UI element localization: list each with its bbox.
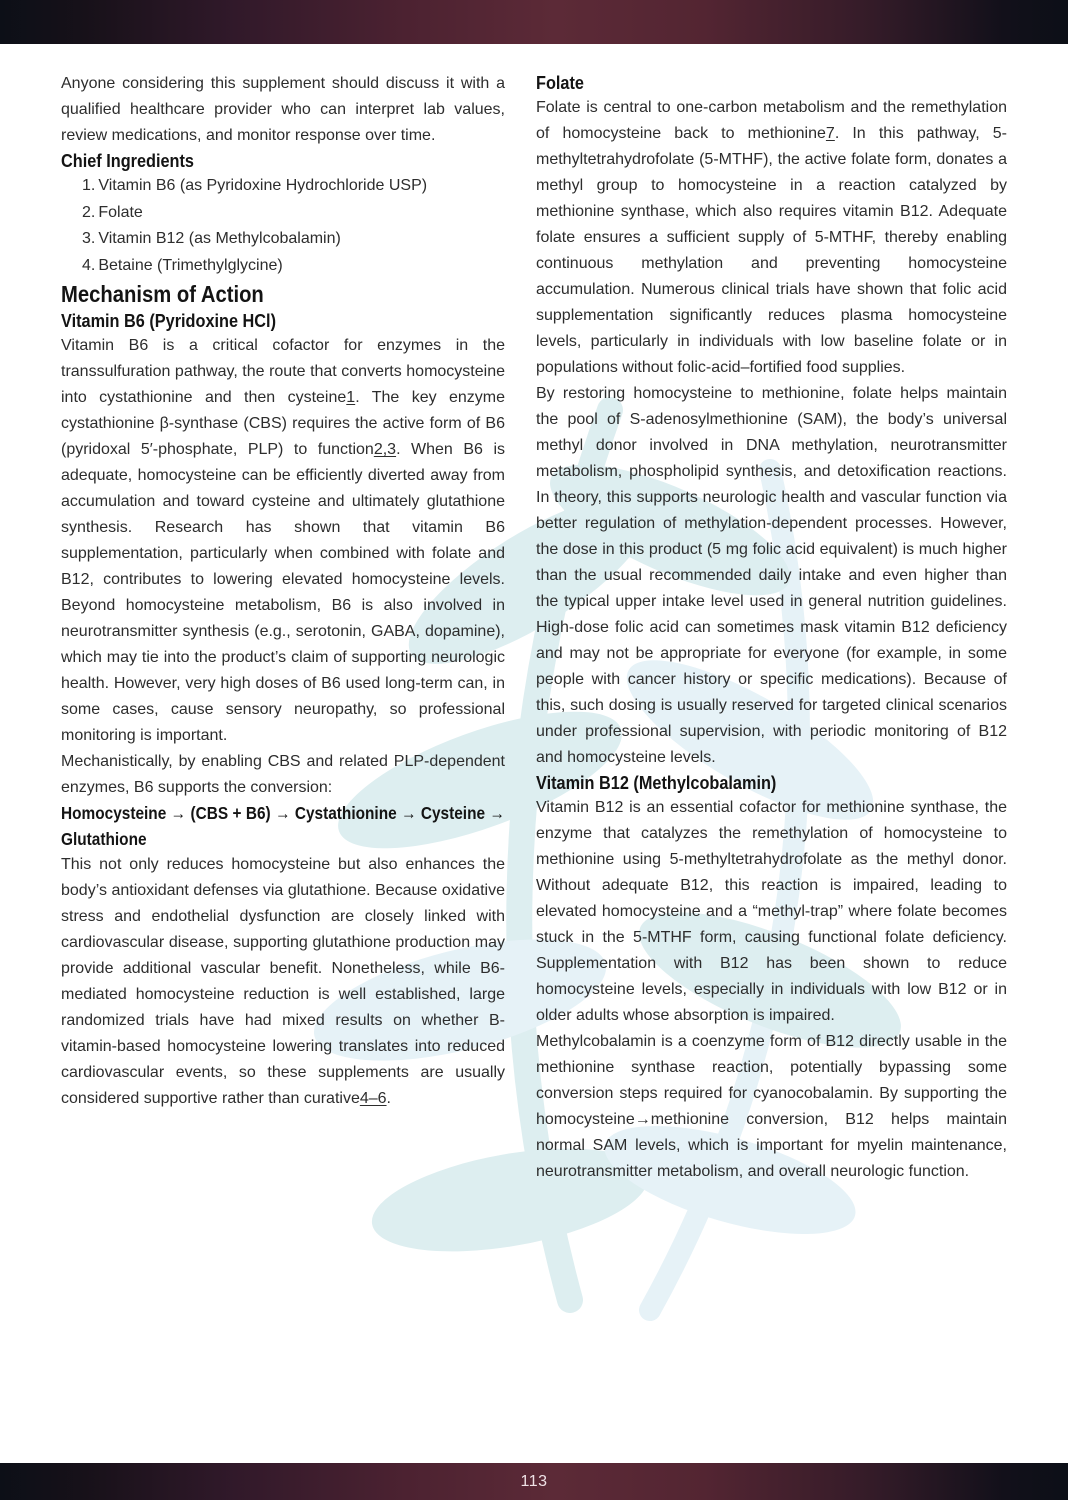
- folate-paragraph-2: By restoring homocysteine to methionine, folate helps maintain the pool of S-adenosylmethionine (SAM), the body’s universal methyl donor involved in DNA methylation, neurotransmitter metabolism, phospholipid synthesis, and detoxification reactions. In theory, this supports neurologic health and vascular function via better regulation of methylation-dependent processes. However, the dose in this product (5 mg folic acid equivalent) is much higher than the usual recommended daily intake and even higher than the typical upper intake level used in general nutrition guidelines. High-dose folic acid can sometimes mask vitamin B12 deficiency and may not be appropriate for everyone (for example, in some people with cancer history or specific medications). Because of this, such dosing is usually reserved for targeted clinical scenarios under professional supervision, with periodic monitoring of B12 and homocysteine levels.: [536, 385, 1007, 766]
- vitamin-b12-paragraph-2: Methylcobalamin is a coenzyme form of B12 directly usable in the methionine synthase reaction, potentially bypassing some conversion steps required for cyanocobalamin. By supporting the homocysteine→methionine conversion, B12 helps maintain normal SAM levels, which is important for myelin maintenance, neurotransmitter metabolism, and overall neurologic function.: [536, 1033, 1007, 1180]
- ingredient-list: [61, 173, 505, 279]
- ingredient-item: [82, 173, 505, 200]
- reference-link[interactable]: 2,3: [373, 441, 397, 458]
- ingredient-text: Vitamin B12 (as Methylcobalamin): [98, 230, 341, 247]
- footer-bar: [0, 1463, 1068, 1500]
- chief-ingredients-heading: Chief Ingredients: [61, 150, 194, 171]
- page-number: 113: [520, 1472, 548, 1490]
- folate-heading: Folate: [536, 72, 584, 93]
- vitamin-b12-paragraph-1: Vitamin B12 is an essential cofactor for methionine synthase, the enzyme that catalyzes the remethylation of homocysteine to methionine using 5-methyltetrahydrofolate as the methyl donor. Without adequate B12, this reaction is impaired, leading to elevated homocysteine and a “methyl-trap” where folate becomes stuck in the 5-MTHF form, causing functional folate deficiency. Supplementation with B12 has been shown to reduce homocysteine levels, especially in individuals with low B12 or in older adults whose absorption is impaired.: [536, 799, 1007, 1024]
- glutathione-paragraph: This not only reduces homocysteine but also enhances the body’s antioxidant defenses via glutathione. Because oxidative stress and endothelial dysfunction are closely linked with cardiovascular disease, supporting glutathione production may provide additional vascular benefit. Nonetheless, while B6-mediated homocysteine reduction is well established, large randomized trials have had mixed results on whether B-vitamin-based homocysteine lowering translates into reduced cardiovascular events, so these supplements are usually considered supportive rather than curative4–6.: [61, 856, 505, 1107]
- left-column: [61, 71, 505, 1185]
- mechanistic-paragraph: Mechanistically, by enabling CBS and related PLP-dependent enzymes, B6 supports the conversion:: [61, 753, 505, 796]
- vitamin-b6-heading: Vitamin B6 (Pyridoxine HCl): [61, 310, 277, 331]
- reference-link[interactable]: 4–6: [359, 1090, 387, 1107]
- ingredient-item: [82, 226, 505, 253]
- ingredient-number: 1.: [82, 177, 96, 194]
- ingredient-item: [82, 200, 505, 227]
- reference-link[interactable]: 7: [825, 125, 835, 142]
- ingredient-number: 2.: [82, 203, 96, 221]
- reference-link[interactable]: 1: [346, 389, 356, 406]
- vitamin-b12-heading: Vitamin B12 (Methylcobalamin): [536, 772, 777, 793]
- folate-paragraph-1: Folate is central to one-carbon metabolism and the remethylation of homocysteine back to methionine7. In this pathway, 5-methyltetrahydrofolate (5-MTHF), the active folate form, donates a methyl group to homocysteine in a reaction catalyzed by methionine synthase, which also requires vitamin B12. Adequate folate ensures a sufficient supply of 5-MTHF, thereby enabling continuous methylation and preventing homocysteine accumulation. Numerous clinical trials have shown that folic acid supplementation significantly reduces plasma homocysteine levels, particularly in individuals with low baseline folate or in populations without folic-acid–fortified food supplies.: [536, 99, 1007, 376]
- ingredient-text: Vitamin B6 (as Pyridoxine Hydrochloride USP): [98, 177, 428, 194]
- mechanism-of-action-heading: Mechanism of Action: [61, 281, 264, 307]
- page-content: [61, 44, 1007, 1185]
- conversion-formula: Homocysteine → (CBS + B6) → Cystathionine → Cysteine → Glutathione: [61, 803, 505, 849]
- ingredient-text: Folate: [98, 203, 143, 221]
- ingredient-number: 4.: [82, 256, 96, 274]
- right-column: [536, 71, 1007, 1185]
- ingredient-text: Betaine (Trimethylglycine): [98, 256, 283, 274]
- intro-paragraph: Anyone considering this supplement should discuss it with a qualified healthcare provider who can interpret lab values, review medications, and monitor response over time.: [61, 75, 505, 144]
- ingredient-item: [82, 253, 505, 280]
- vitamin-b6-paragraph: Vitamin B6 is a critical cofactor for enzymes in the transsulfuration pathway, the route that converts homocysteine into cystathionine and then cysteine1. The key enzyme cystathionine β-synthase (CBS) requires the active form of B6 (pyridoxal 5′-phosphate, PLP) to function2,3. When B6 is adequate, homocysteine can be efficiently diverted away from accumulation and toward cysteine and ultimately glutathione synthesis. Research has shown that vitamin B6 supplementation, particularly when combined with folate and B12, contributes to lowering elevated homocysteine levels. Beyond homocysteine metabolism, B6 is also involved in neurotransmitter synthesis (e.g., serotonin, GABA, dopamine), which may tie into the product’s claim of supporting neurologic health. However, very high doses of B6 used long-term can, in some cases, cause sensory neuropathy, so professional monitoring is important.: [61, 337, 506, 744]
- top-banner: [0, 0, 1068, 44]
- ingredient-number: 3.: [82, 230, 96, 247]
